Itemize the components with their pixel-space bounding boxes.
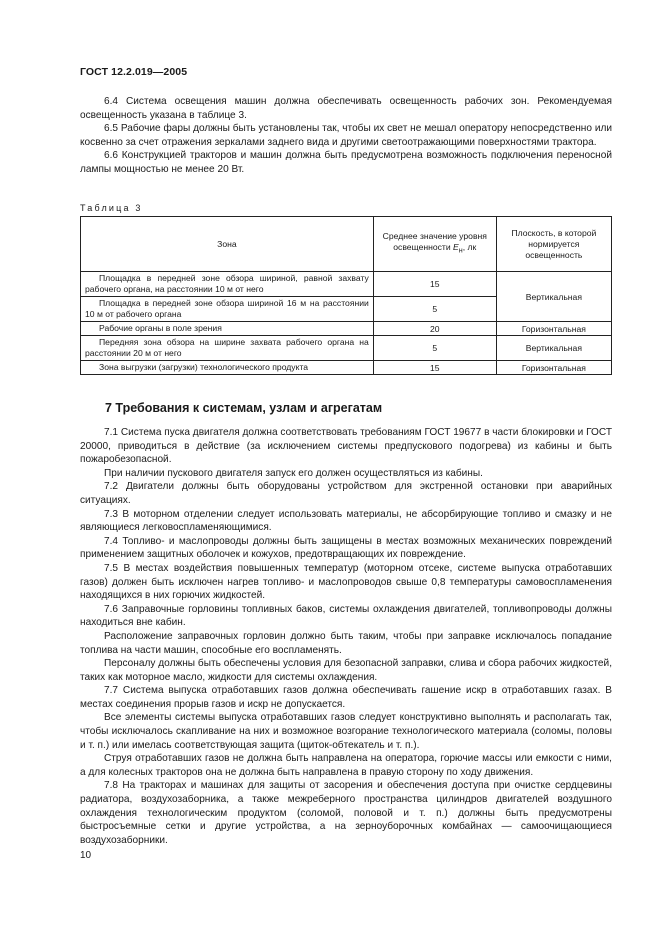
plane-cell: Горизонтальная: [496, 361, 611, 375]
paragraph-6-4: 6.4 Система освещения машин должна обеспечивать освещенность рабочих зон. Рекомендуемая освещенность указана в таблице 3.: [80, 96, 612, 121]
zone-cell: Передняя зона обзора на ширине захвата рабочего органа на расстоянии 20 м от него: [81, 336, 374, 361]
illumination-unit: , лк: [462, 242, 477, 253]
value-cell: 15: [373, 361, 496, 375]
header-zone: Зона: [81, 217, 374, 272]
paragraph-7-1: 7.1 Система пуска двигателя должна соответствовать требованиям ГОСТ 19677 в части блокировки и ГОСТ 20000, приводиться в действие (за исключением системы предпускового подогрева) из кабины и быть пожаробезопасной.: [80, 427, 612, 466]
plane-cell: Горизонтальная: [496, 322, 611, 336]
zone-cell: Площадка в передней зоне обзора шириной, равной захвату рабочего органа, на расстоянии 10 м от него: [81, 272, 374, 297]
paragraph-7-1-b: При наличии пускового двигателя запуск его должен осуществляться из кабины.: [104, 467, 483, 479]
paragraph-7-6-b: Расположение заправочных горловин должно быть таким, чтобы при заправке исключалось попадание топлива на части машин, способные его воспламенять.: [80, 630, 612, 656]
table-row: [81, 322, 612, 336]
header-illumination-label: Среднее значение уровня освещенности: [382, 231, 487, 253]
value-cell: 5: [373, 297, 496, 322]
table-caption: Таблица 3: [80, 203, 143, 213]
section-7-heading: 7 Требования к системам, узлам и агрегатам: [105, 401, 383, 415]
paragraph-7-4: 7.4 Топливо- и маслопроводы должны быть защищены в местах возможных механических повреждений применением защитных оболочек и кожухов, предотвращающих их повреждение.: [80, 535, 612, 561]
value-cell: 15: [373, 272, 496, 297]
paragraph-7-2: 7.2 Двигатели должны быть оборудованы устройством для экстренной остановки при аварийных ситуациях.: [80, 481, 612, 506]
value-cell: 20: [373, 322, 496, 336]
zone-cell: Зона выгрузки (загрузки) технологического продукта: [81, 361, 374, 375]
illumination-table: [80, 216, 612, 375]
paragraph-6-6: 6.6 Конструкцией тракторов и машин должна быть предусмотрена возможность подключения переносной лампы мощностью не менее 20 Вт.: [80, 150, 612, 175]
section-6-text: [80, 95, 612, 177]
table-header-row: [81, 217, 612, 272]
paragraph-7-5: 7.5 В местах воздействия повышенных температур (моторном отсеке, системе выпуска отработавших газов) должен быть исключен нагрев топливо- и маслопроводов свыше 0,8 температуры самовоспламенения находящихся в них горючих жидкостей.: [80, 562, 612, 602]
table-row: [81, 272, 612, 297]
document-header: ГОСТ 12.2.019—2005: [80, 66, 188, 78]
illumination-subscript: н: [458, 246, 463, 255]
table-row: [81, 336, 612, 361]
table-row: [81, 361, 612, 375]
plane-cell: Вертикальная: [496, 336, 611, 361]
paragraph-7-7-b: Все элементы системы выпуска отработавших газов следует конструктивно выполнять и располагать так, чтобы исключалось скапливание на них и возможное возгорание технологического материала (соломы, половы и т. п.) или имелась соответствующая защита (щиток-обтекатель и т. п.).: [80, 712, 612, 751]
zone-cell: Рабочие органы в поле зрения: [81, 322, 374, 336]
paragraph-7-6-c: Персоналу должны быть обеспечены условия для безопасной заправки, слива и сбора рабочих жидкостей, таких как моторное масло, жидкости для системы охлаждения.: [80, 658, 612, 683]
value-cell: 5: [373, 336, 496, 361]
header-illumination: [373, 217, 496, 272]
paragraph-7-7: 7.7 Система выпуска отработавших газов должна обеспечивать гашение искр в отработавших газах. В местах соединения прорыв газов и искр не допускается.: [80, 685, 612, 710]
paragraph-7-6: 7.6 Заправочные горловины топливных баков, системы охлаждения двигателей, топливопроводы должны находиться вне кабин.: [80, 603, 612, 629]
page-number: 10: [80, 850, 92, 861]
zone-cell: Площадка в передней зоне обзора шириной 16 м на расстоянии 10 м от рабочего органа: [81, 297, 374, 322]
paragraph-7-8: 7.8 На тракторах и машинах для защиты от засорения и обеспечения доступа при очистке сердцевины радиатора, воздухозаборника, а также межреберного пространства цилиндров двигателей воздушного охлаждения технологическим продуктом (соломой, половой и т. п.) должны быть предусмотрены быстросъемные сетки и другие устройства, а на зерноуборочных комбайнах — самоочищающиеся воздухозаборники.: [80, 780, 612, 846]
illumination-symbol: E: [453, 242, 459, 253]
paragraph-6-5: 6.5 Рабочие фары должны быть установлены так, чтобы их свет не мешал оператору непосредственно или косвенно за счет отражения зеркалами заднего вида и другими светоотражающими поверхностями трактора.: [80, 123, 612, 148]
plane-cell-merged: Вертикальная: [496, 272, 611, 322]
section-7-text: [80, 426, 612, 847]
header-plane: Плоскость, в которой нормируется освещенность: [496, 217, 611, 272]
paragraph-7-7-c: Струя отработавших газов не должна быть направлена на оператора, горючие массы или емкости с ними, а для колесных тракторов она не должна быть направлена в правую сторону по ходу движения.: [80, 753, 612, 778]
paragraph-7-3: 7.3 В моторном отделении следует использовать материалы, не абсорбирующие топливо и смазку и не являющиеся легковоспламеняющимися.: [80, 508, 612, 534]
